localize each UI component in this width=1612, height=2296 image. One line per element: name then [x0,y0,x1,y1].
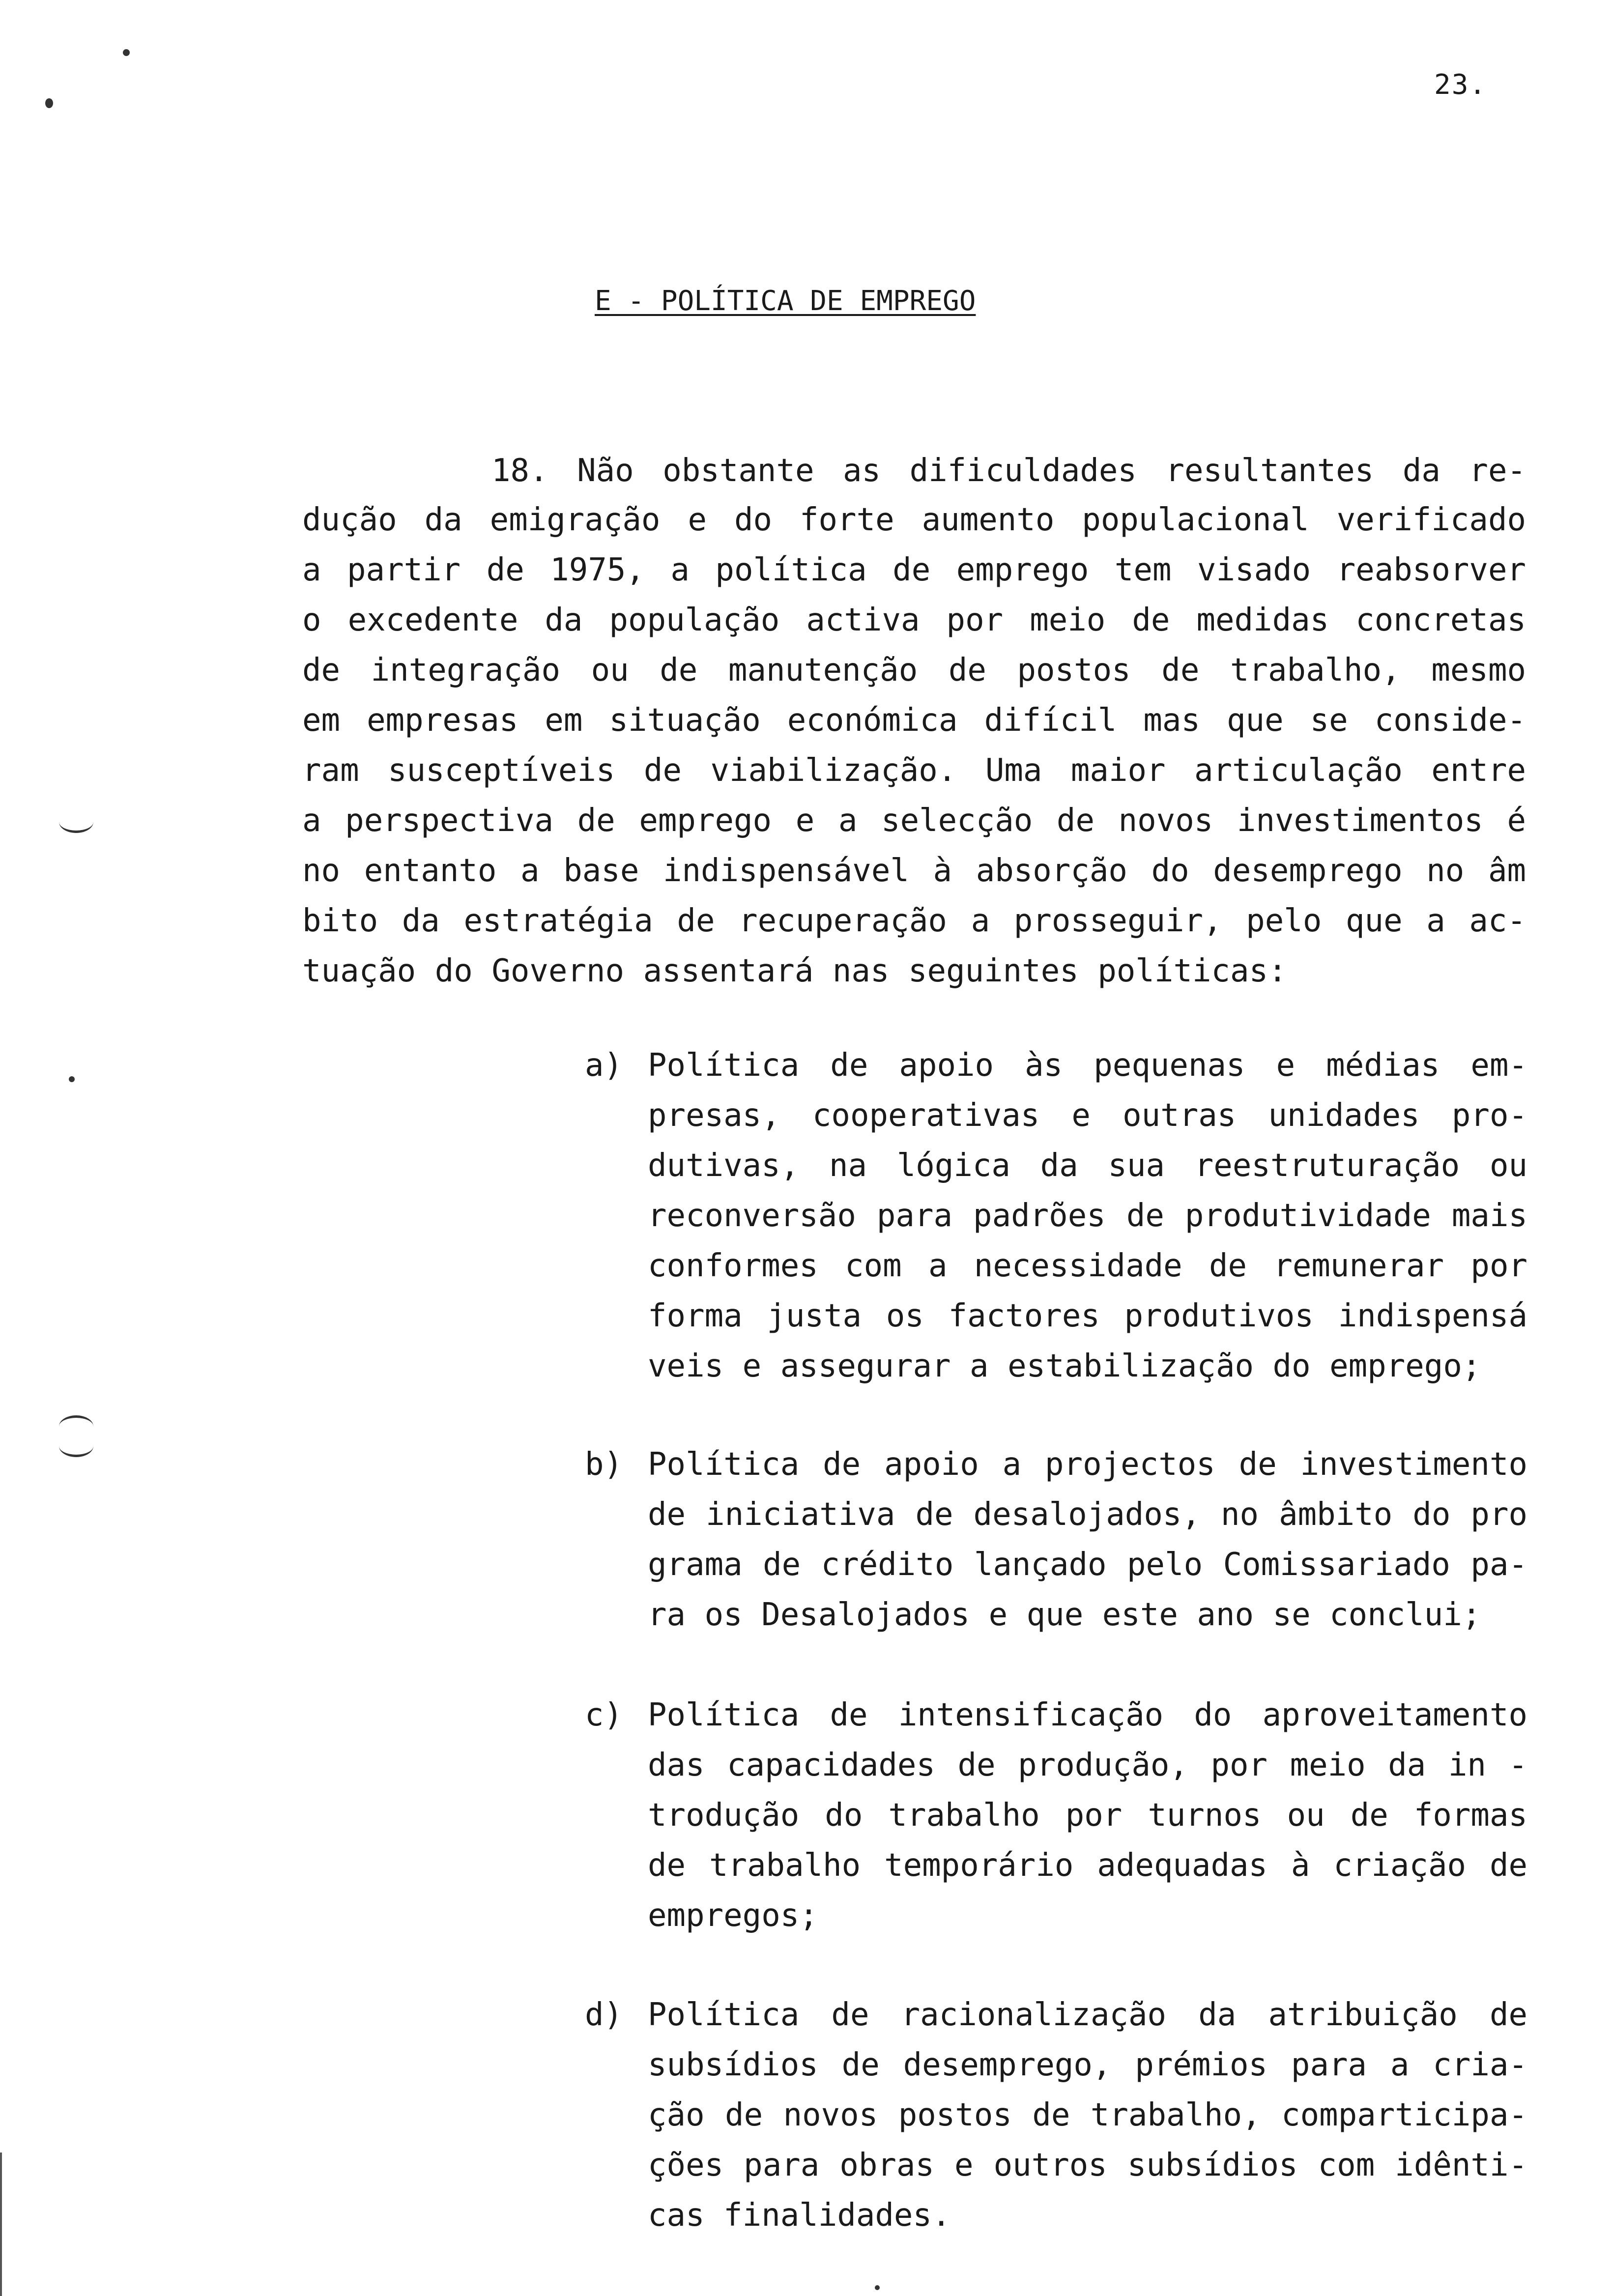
scan-speck [69,1076,75,1082]
scan-speck [123,49,130,56]
list-item-line: reconversão para padrões de produtividade mais [648,1198,1527,1234]
list-item-line: subsídios de desemprego, prémios para a cria- [648,2047,1527,2083]
list-item-line: ções para obras e outros subsídios com idênti- [648,2147,1527,2183]
paragraph-line: no entanto a base indispensável à absorção do desemprego no âm [302,853,1526,889]
scan-mark [59,1435,93,1457]
list-item-line: Política de apoio a projectos de investimento [648,1446,1527,1483]
list-item-line: das capacidades de produção, por meio da in - [648,1747,1527,1783]
paragraph-line: 18. Não obstante as dificuldades resultantes da re- [491,453,1526,489]
section-title: E - POLÍTICA DE EMPREGO [595,285,976,317]
paragraph-line: dução da emigração e do forte aumento populacional verificado [302,502,1526,538]
list-item-line: de iniciativa de desalojados, no âmbito do pro [648,1496,1527,1533]
paragraph-line: de integração ou de manutenção de postos de trabalho, mesmo [302,652,1526,689]
list-item-line: ra os Desalojados e que este ano se conclui; [648,1597,1481,1633]
list-item-line: cas finalidades. [648,2197,951,2234]
scan-speck [45,98,53,108]
list-item-marker: c) [585,1697,623,1733]
list-item-line: Política de intensificação do aproveitamento [648,1697,1527,1733]
paragraph-line: tuação do Governo assentará nas seguintes políticas: [302,953,1287,989]
list-item-marker: b) [585,1446,623,1483]
paragraph-line: a partir de 1975, a política de emprego tem visado reabsorver [302,552,1526,588]
paragraph-line: a perspectiva de emprego e a selecção de novos investimentos é [302,803,1526,839]
list-item-line: de trabalho temporário adequadas à criação de [648,1847,1527,1884]
paragraph-line: em empresas em situação económica difícil mas que se conside- [302,702,1526,739]
list-item-line: Política de racionalização da atribuição de [648,1997,1527,2033]
list-item-line: dutivas, na lógica da sua reestruturação ou [648,1148,1527,1184]
paragraph-line: o excedente da população activa por meio de medidas concretas [302,602,1526,638]
list-item-line: presas, cooperativas e outras unidades pro- [648,1097,1527,1134]
list-item-line: veis e assegurar a estabilização do emprego; [648,1348,1481,1384]
list-item-line: ção de novos postos de trabalho, comparticipa- [648,2097,1527,2133]
scan-mark [59,1415,93,1437]
page-number: 23. [1434,69,1487,101]
paragraph-line: ram susceptíveis de viabilização. Uma maior articulação entre [302,752,1526,789]
list-item-line: empregos; [648,1897,818,1934]
scan-speck [875,2285,880,2290]
list-item-line: conformes com a necessidade de remunerar por [648,1248,1527,1284]
scan-mark [59,811,93,833]
list-item-line: trodução do trabalho por turnos ou de formas [648,1797,1527,1834]
list-item-line: forma justa os factores produtivos indispensá [648,1298,1527,1334]
list-item-line: Política de apoio às pequenas e médias em- [648,1047,1527,1084]
list-item-marker: a) [585,1047,623,1084]
list-item-line: grama de crédito lançado pelo Comissariado pa- [648,1547,1527,1583]
scan-edge [0,2152,2,2296]
list-item-marker: d) [585,1997,623,2033]
paragraph-line: bito da estratégia de recuperação a prosseguir, pelo que a ac- [302,903,1526,939]
